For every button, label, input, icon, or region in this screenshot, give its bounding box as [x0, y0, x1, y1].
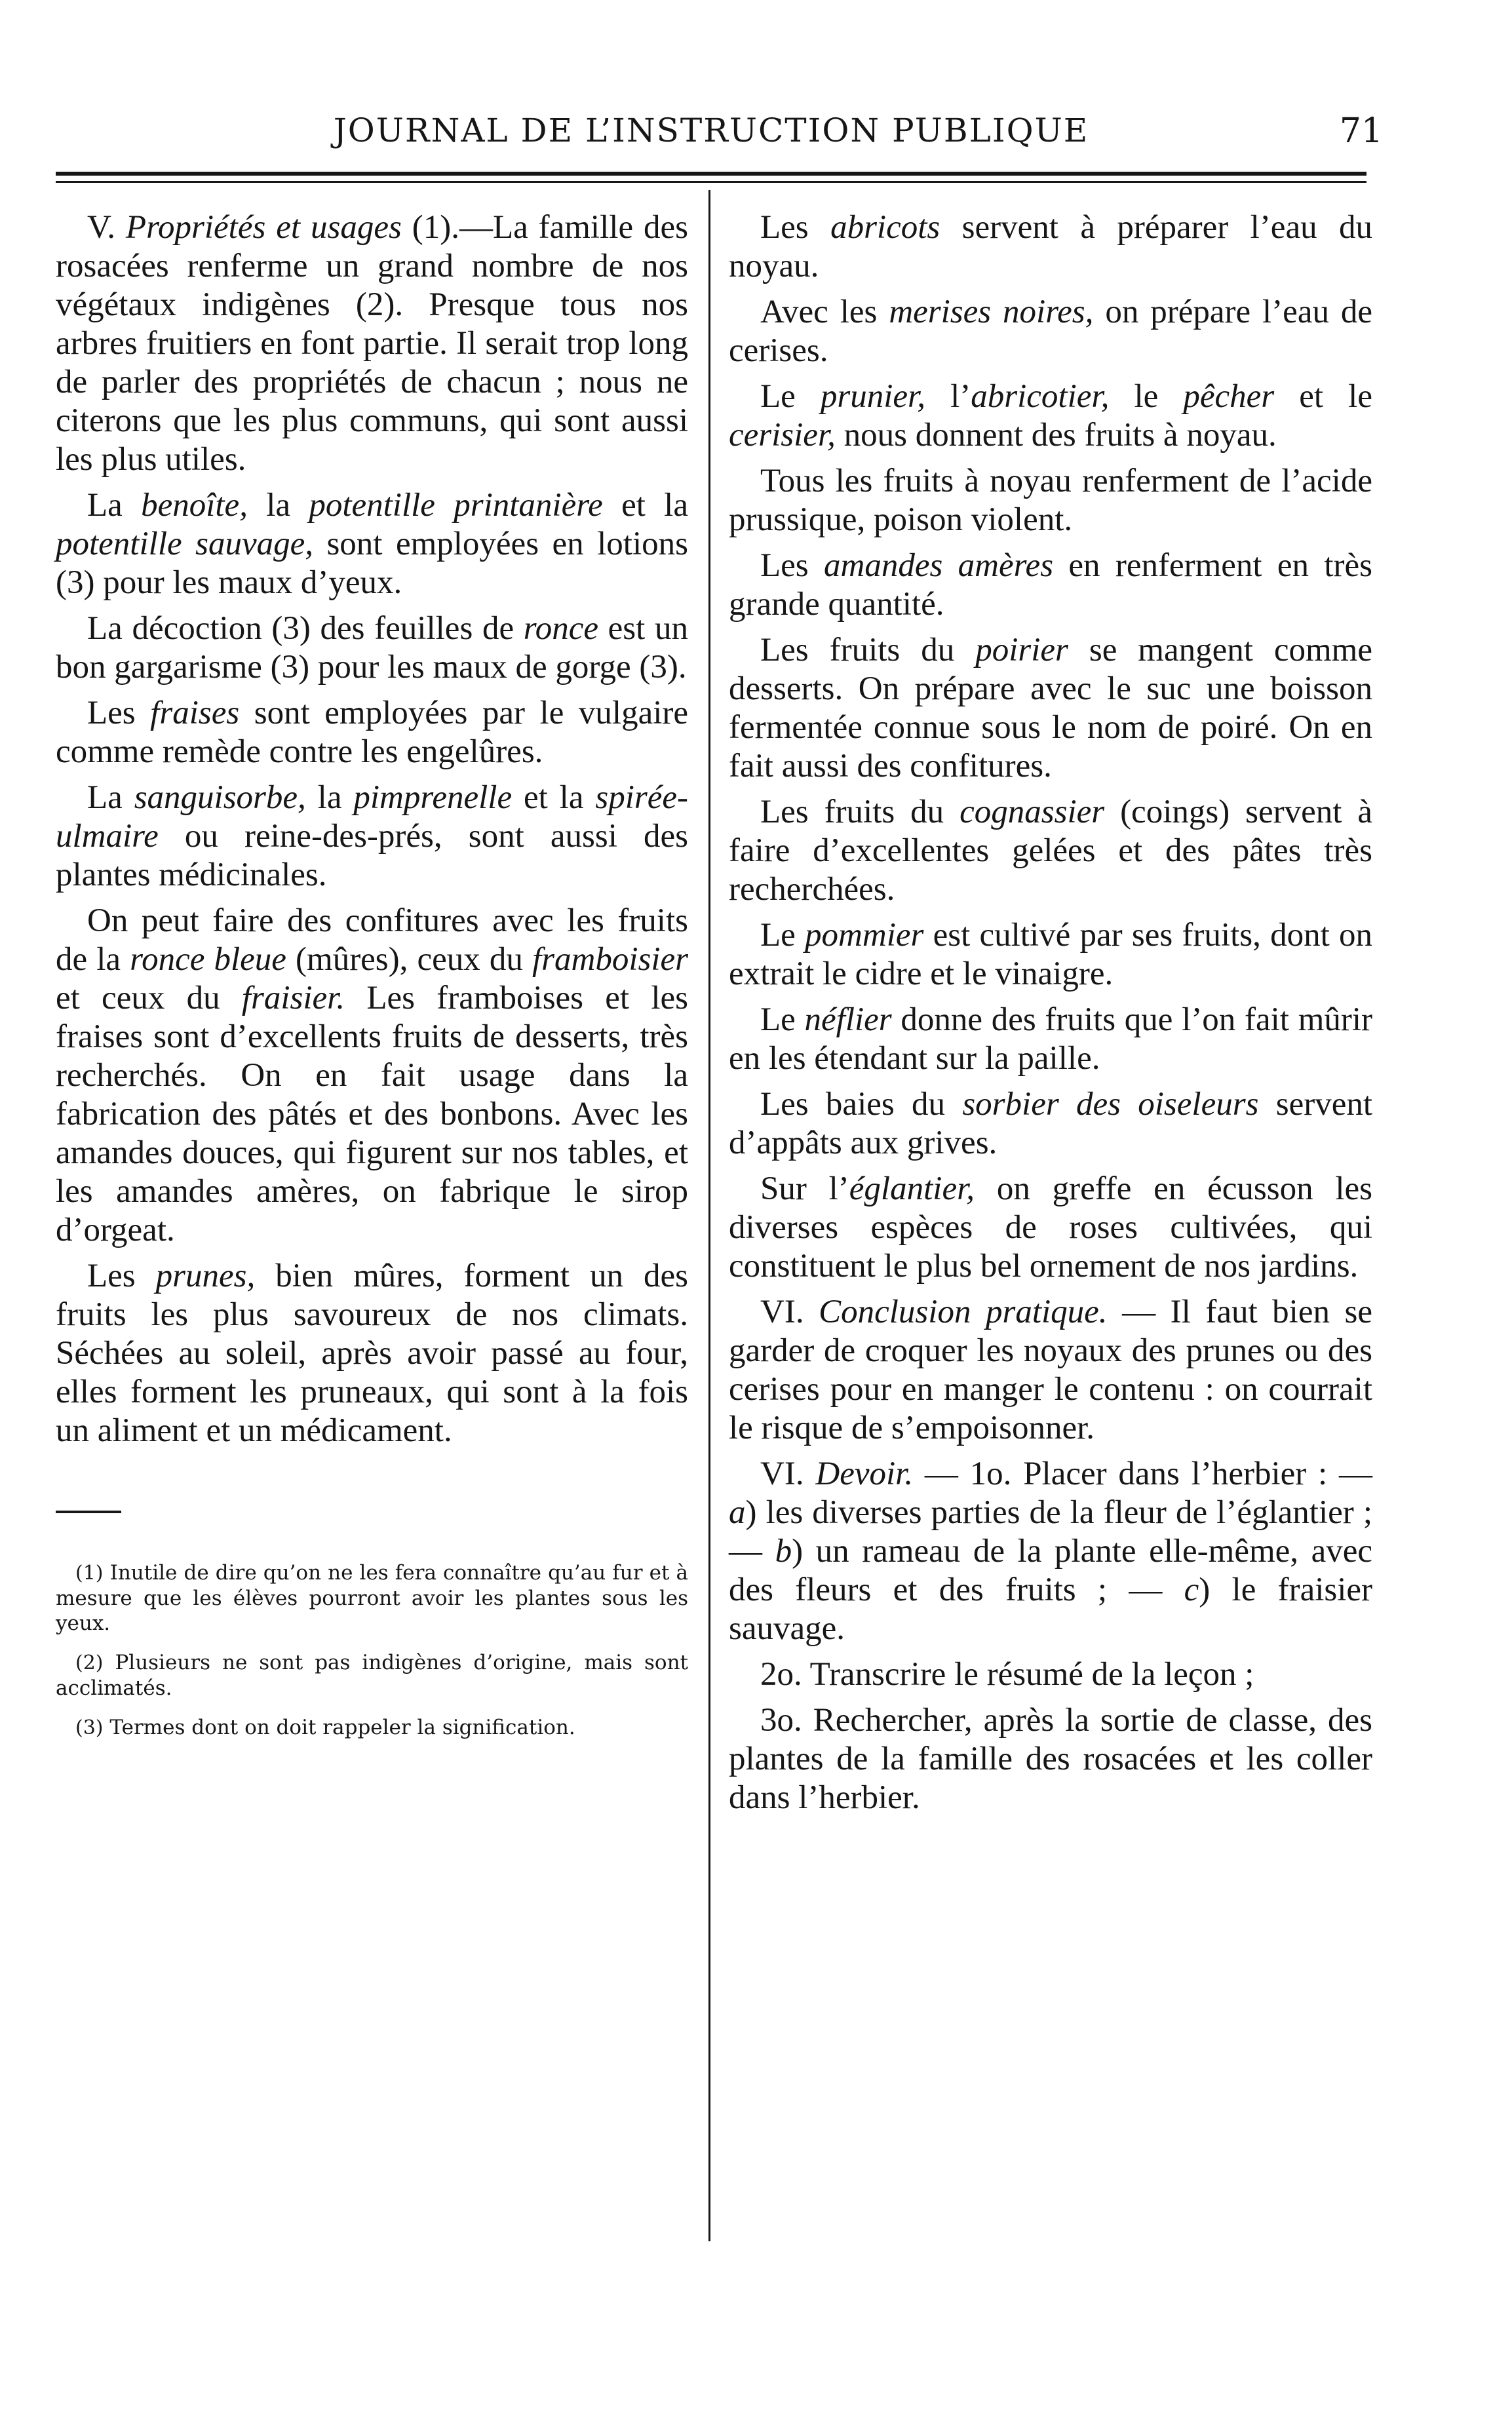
- paragraph-rechercher: 3o. Rechercher, après la sortie de classe, des plantes de la famille des rosacées et les coller dans l’herbier.: [729, 1702, 1372, 1816]
- paragraph-prunier: Le prunier, l’abricotier, le pêcher et le cerisier, nous donnent des fruits à noyau.: [729, 378, 1372, 454]
- paragraph-transcrire: 2o. Transcrire le résumé de la leçon ;: [760, 1656, 1254, 1693]
- paragraph-amandes: Les amandes amères en renferment en très grande quantité.: [729, 547, 1373, 623]
- paragraph-sanguisorbe: La sanguisorbe, la pimprenelle et la spirée-ulmaire ou reine-des-prés, sont aussi des plantes médicinales.: [56, 779, 688, 893]
- paragraph-eglantier: Sur l’églantier, on greffe en écusson les diverses espèces de roses cultivées, qui constituent le plus bel ornement de nos jardins.: [729, 1170, 1373, 1284]
- paragraph-benoite: La benoîte, la potentille printanière et la potentille sauvage, sont employées en lotions (3) pour les maux d’yeux.: [56, 487, 688, 601]
- footnote-rule: [56, 1511, 121, 1513]
- paragraph-acide-prussique: Tous les fruits à noyau renferment de l’acide prussique, poison violent.: [729, 463, 1372, 538]
- paragraph-neflier: Le néflier donne des fruits que l’on fait mûrir en les étendant sur la paille.: [729, 1001, 1372, 1077]
- header-rule-thick: [56, 172, 1367, 176]
- footnote: (2) Plusieurs ne sont pas indigènes d’origine, mais sont acclimatés.: [56, 1651, 688, 1700]
- page-number: 71: [1339, 111, 1383, 151]
- paragraph-confitures: On peut faire des confitures avec les fruits de la ronce bleue (mûres), ceux du framboisier et ceux du fraisier. Les framboises et les fraises sont d’excellents fruits de desserts, très recherchés. On en fait usage dans la fabrication des pâtés et des bonbons. Avec les amandes douces, qui figurent sur nos tables, et les amandes amères, on fabrique le sirop d’orgeat.: [56, 902, 688, 1248]
- paragraph-prunes: Les prunes, bien mûres, forment un des fruits les plus savoureux de nos climats. Séchées au soleil, après avoir passé au four, elles forment les pruneaux, qui sont à la fois un aliment et un médicament.: [56, 1258, 688, 1449]
- right-column: [729, 208, 1372, 1824]
- section-heading: Propriétés et usages: [125, 209, 402, 246]
- header-rule-thin: [56, 181, 1367, 183]
- paragraph-proprietes-usages: V. Propriétés et usages (1).—La famille des rosacées renferme un grand nombre de nos végétaux indigènes (2). Presque tous nos arbres fruitiers en font partie. Il serait trop long de parler des propriétés de chacun ; nous ne citerons que les plus communs, qui sont aussi les plus utiles.: [56, 209, 688, 478]
- paragraph-cognassier: Les fruits du cognassier (coings) servent à faire d’excellentes gelées et des pâtes très recherchées.: [729, 794, 1372, 908]
- paragraph-abricots: Les abricots servent à préparer l’eau du noyau.: [729, 209, 1372, 284]
- column-divider: [708, 190, 710, 2241]
- page-header: [39, 98, 1383, 157]
- paragraph-fraises: Les fraises sont employées par le vulgaire comme remède contre les engelûres.: [56, 695, 688, 770]
- footnote: (1) Inutile de dire qu’on ne les fera connaître qu’au fur et à mesure que les élèves pourront avoir les plantes sous les yeux.: [56, 1561, 688, 1635]
- paragraph-poirier: Les fruits du poirier se mangent comme desserts. On prépare avec le suc une boisson fermentée connue sous le nom de poiré. On en fait aussi des confitures.: [729, 632, 1372, 784]
- left-column: [56, 208, 688, 1755]
- paragraph-pommier: Le pommier est cultivé par ses fruits, dont on extrait le cidre et le vinaigre.: [729, 917, 1372, 992]
- paragraph-merises: Avec les merises noires, on prépare l’eau de cerises.: [729, 294, 1373, 369]
- footnotes: [56, 1560, 688, 1741]
- footnote: (3) Termes dont on doit rappeler la signification.: [75, 1716, 575, 1739]
- paragraph-devoir: VI. Devoir. — 1o. Placer dans l’herbier : —a) les diverses parties de la fleur de l’églantier ; — b) un rameau de la plante elle-même, avec des fleurs et des fruits ; — c) le fraisier sauvage.: [729, 1456, 1373, 1647]
- paragraph-conclusion: VI. Conclusion pratique. — Il faut bien se garder de croquer les noyaux des prunes ou des cerises pour en manger le contenu : on courrait le risque de s’empoisonner.: [729, 1294, 1372, 1446]
- paragraph-ronce: La décoction (3) des feuilles de ronce est un bon gargarisme (3) pour les maux de gorge (3).: [56, 610, 688, 685]
- paragraph-sorbier: Les baies du sorbier des oiseleurs servent d’appâts aux grives.: [729, 1086, 1372, 1161]
- journal-title: JOURNAL DE L’INSTRUCTION PUBLIQUE: [333, 111, 1089, 149]
